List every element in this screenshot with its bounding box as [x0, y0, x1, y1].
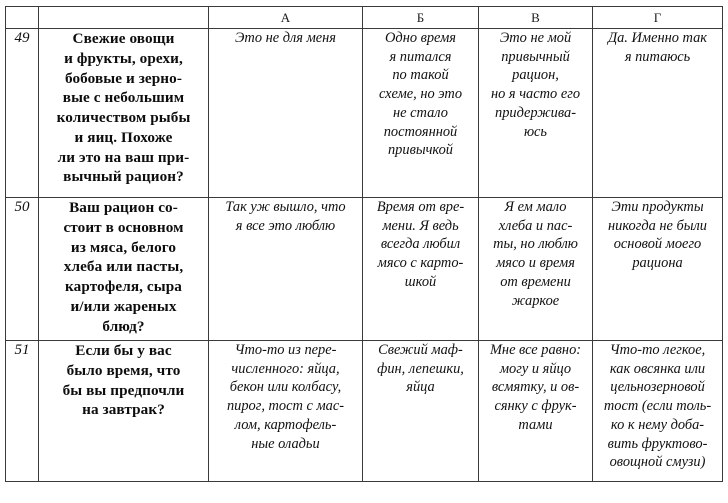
answer-cell-a: Что-то из пере- численного: яйца, бекон или колбасу, пирог, тост с мас- лом, картофель- ные оладьи: [209, 341, 363, 482]
column-header-b: Б: [363, 7, 479, 29]
answer-cell-g: Что-то легкое, как овсянка или цельнозерновой тост (если толь- ко к нему доба- вить фруктово- овощной смузи): [593, 341, 723, 482]
answer-cell-v: Это не мой привычный рацион, но я часто его придержива- юсь: [479, 29, 593, 198]
answer-cell-a: Это не для меня: [209, 29, 363, 198]
answer-cell-g: Эти продукты никогда не были основой моего рациона: [593, 198, 723, 341]
answer-cell-g: Да. Именно так я питаюсь: [593, 29, 723, 198]
answer-cell-v: Я ем мало хлеба и пас- ты, но люблю мясо и время от времени жаркое: [479, 198, 593, 341]
row-number-cell: 49: [6, 29, 39, 198]
column-header-v: В: [479, 7, 593, 29]
table-row: [6, 198, 723, 341]
column-header-g: Г: [593, 7, 723, 29]
question-cell: Ваш рацион со- стоит в основном из мяса, белого хлеба или пасты, картофеля, сыра и/или жареных блюд?: [39, 198, 209, 341]
table-header-row: [6, 7, 723, 29]
answer-cell-b: Время от вре- мени. Я ведь всегда любил мясо с карто- шкой: [363, 198, 479, 341]
column-header-question: [39, 7, 209, 29]
row-number-cell: 50: [6, 198, 39, 341]
table-row: [6, 29, 723, 198]
questionnaire-table: [5, 6, 723, 482]
answer-cell-b: Одно время я питался по такой схеме, но это не стало постоянной привычкой: [363, 29, 479, 198]
answer-cell-b: Свежий маф- фин, лепешки, яйца: [363, 341, 479, 482]
column-header-number: [6, 7, 39, 29]
answer-cell-a: Так уж вышло, что я все это люблю: [209, 198, 363, 341]
row-number-cell: 51: [6, 341, 39, 482]
question-cell: Свежие овощи и фрукты, орехи, бобовые и зерно- вые с небольшим количеством рыбы и яиц. Похоже ли это на ваш при- вычный рацион?: [39, 29, 209, 198]
column-header-a: А: [209, 7, 363, 29]
question-cell: Если бы у вас было время, что бы вы предпочли на завтрак?: [39, 341, 209, 482]
table-row: [6, 341, 723, 482]
answer-cell-v: Мне все равно: могу и яйцо всмятку, и ов- сянку с фрук- тами: [479, 341, 593, 482]
